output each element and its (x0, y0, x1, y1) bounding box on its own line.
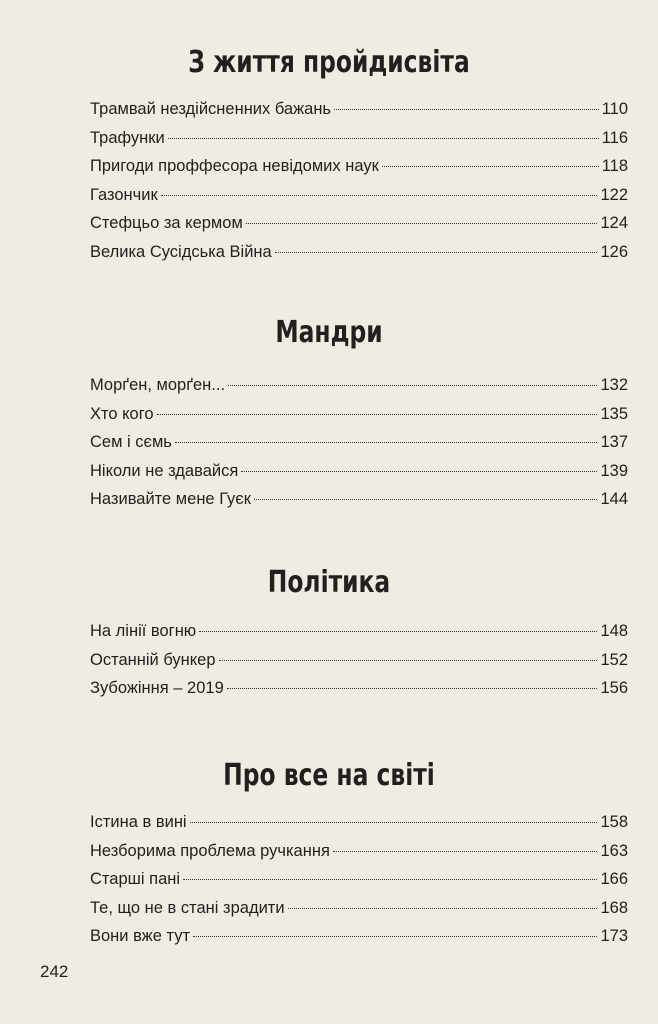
dot-leader (334, 109, 599, 110)
toc-entry-title: Вони вже тут (90, 927, 191, 945)
dot-leader (161, 195, 598, 196)
dot-leader (382, 166, 599, 167)
dot-leader (288, 908, 598, 909)
dot-leader (168, 138, 599, 139)
toc-entry-title: Морґен, морґен... (90, 376, 226, 394)
toc-entry[interactable] (90, 157, 628, 186)
toc-entry[interactable] (90, 870, 628, 899)
toc-entry[interactable] (90, 214, 628, 243)
toc-entry-title: Пригоди проффесора невідомих наук (90, 157, 379, 175)
toc-entry[interactable] (90, 651, 628, 680)
toc-entry-page: 132 (600, 376, 628, 394)
toc-entry-page: 122 (600, 185, 628, 204)
toc-entry[interactable] (90, 899, 628, 928)
toc-entry-title: Трамвай нездійсненних бажань (90, 100, 332, 118)
toc-entry-page: 152 (600, 650, 628, 669)
toc-entry[interactable] (90, 813, 628, 842)
toc-entry-title: Останній бункер (90, 650, 216, 669)
toc-entry-page: 168 (600, 898, 628, 917)
toc-entry-title: Старші пані (90, 870, 181, 888)
page-number: 242 (40, 962, 69, 981)
dot-leader (175, 442, 598, 443)
toc-entry[interactable] (90, 490, 628, 519)
toc-entry-page: 148 (600, 622, 628, 640)
toc-entry-page: 135 (600, 404, 628, 423)
toc-entry-page: 156 (600, 679, 628, 697)
toc-entry[interactable] (90, 622, 628, 651)
section-title: Про все на світі (223, 758, 435, 793)
toc-entry-title: Зубожіння – 2019 (90, 679, 224, 697)
toc-entry-title: Називайте мене Гуєк (90, 490, 251, 508)
toc-entry-page: 166 (600, 870, 628, 888)
dot-leader (246, 223, 598, 224)
section-title: З життя пройдисвіта (188, 45, 470, 80)
dot-leader (227, 688, 598, 689)
dot-leader (333, 851, 598, 852)
toc-entry-title: Хто кого (90, 404, 154, 423)
toc-list (90, 100, 628, 271)
toc-entry-page: 163 (600, 841, 628, 860)
dot-leader (193, 936, 597, 937)
toc-entry-title: Істина в вині (90, 813, 187, 831)
toc-entry-title: Стефцьо за кермом (90, 214, 243, 232)
dot-leader (241, 471, 597, 472)
dot-leader (254, 499, 598, 500)
toc-entry-page: 110 (601, 100, 628, 118)
dot-leader (228, 385, 597, 386)
dot-leader (199, 631, 597, 632)
toc-entry[interactable] (90, 243, 628, 272)
dot-leader (183, 879, 597, 880)
toc-entry-page: 139 (600, 461, 628, 480)
dot-leader (190, 822, 598, 823)
toc-entry-title: Газончик (90, 185, 158, 204)
dot-leader (275, 252, 598, 253)
toc-entry-page: 144 (600, 490, 628, 508)
toc-entry[interactable] (90, 405, 628, 434)
toc-entry[interactable] (90, 100, 628, 129)
toc-entry[interactable] (90, 679, 628, 708)
toc-entry-page: 158 (600, 813, 628, 831)
toc-entry[interactable] (90, 129, 628, 158)
toc-entry-page: 116 (601, 128, 628, 147)
toc-entry[interactable] (90, 433, 628, 462)
section-title: Політика (267, 565, 391, 600)
toc-entry-page: 126 (600, 242, 628, 261)
toc-entry[interactable] (90, 462, 628, 491)
toc-entry-page: 173 (600, 927, 628, 945)
toc-entry-title: Трафунки (90, 128, 165, 147)
toc-entry-page: 137 (600, 433, 628, 451)
toc-entry-title: На лінії вогню (90, 622, 197, 640)
toc-entry-title: Сем і сємь (90, 433, 172, 451)
toc-entry-title: Незборима проблема ручкання (90, 841, 330, 860)
toc-list (90, 622, 628, 708)
toc-entry-page: 124 (600, 214, 628, 232)
toc-entry-page: 118 (601, 157, 628, 175)
toc-list (90, 376, 628, 519)
section-title: Мандри (275, 315, 383, 350)
toc-entry-title: Ніколи не здавайся (90, 461, 239, 480)
toc-entry[interactable] (90, 186, 628, 215)
toc-entry-title: Те, що не в стані зрадити (90, 898, 285, 917)
toc-entry[interactable] (90, 842, 628, 871)
toc-entry[interactable] (90, 376, 628, 405)
toc-entry-title: Велика Сусідська Війна (90, 242, 272, 261)
dot-leader (157, 414, 598, 415)
toc-entry[interactable] (90, 927, 628, 956)
dot-leader (219, 660, 598, 661)
toc-list (90, 813, 628, 956)
